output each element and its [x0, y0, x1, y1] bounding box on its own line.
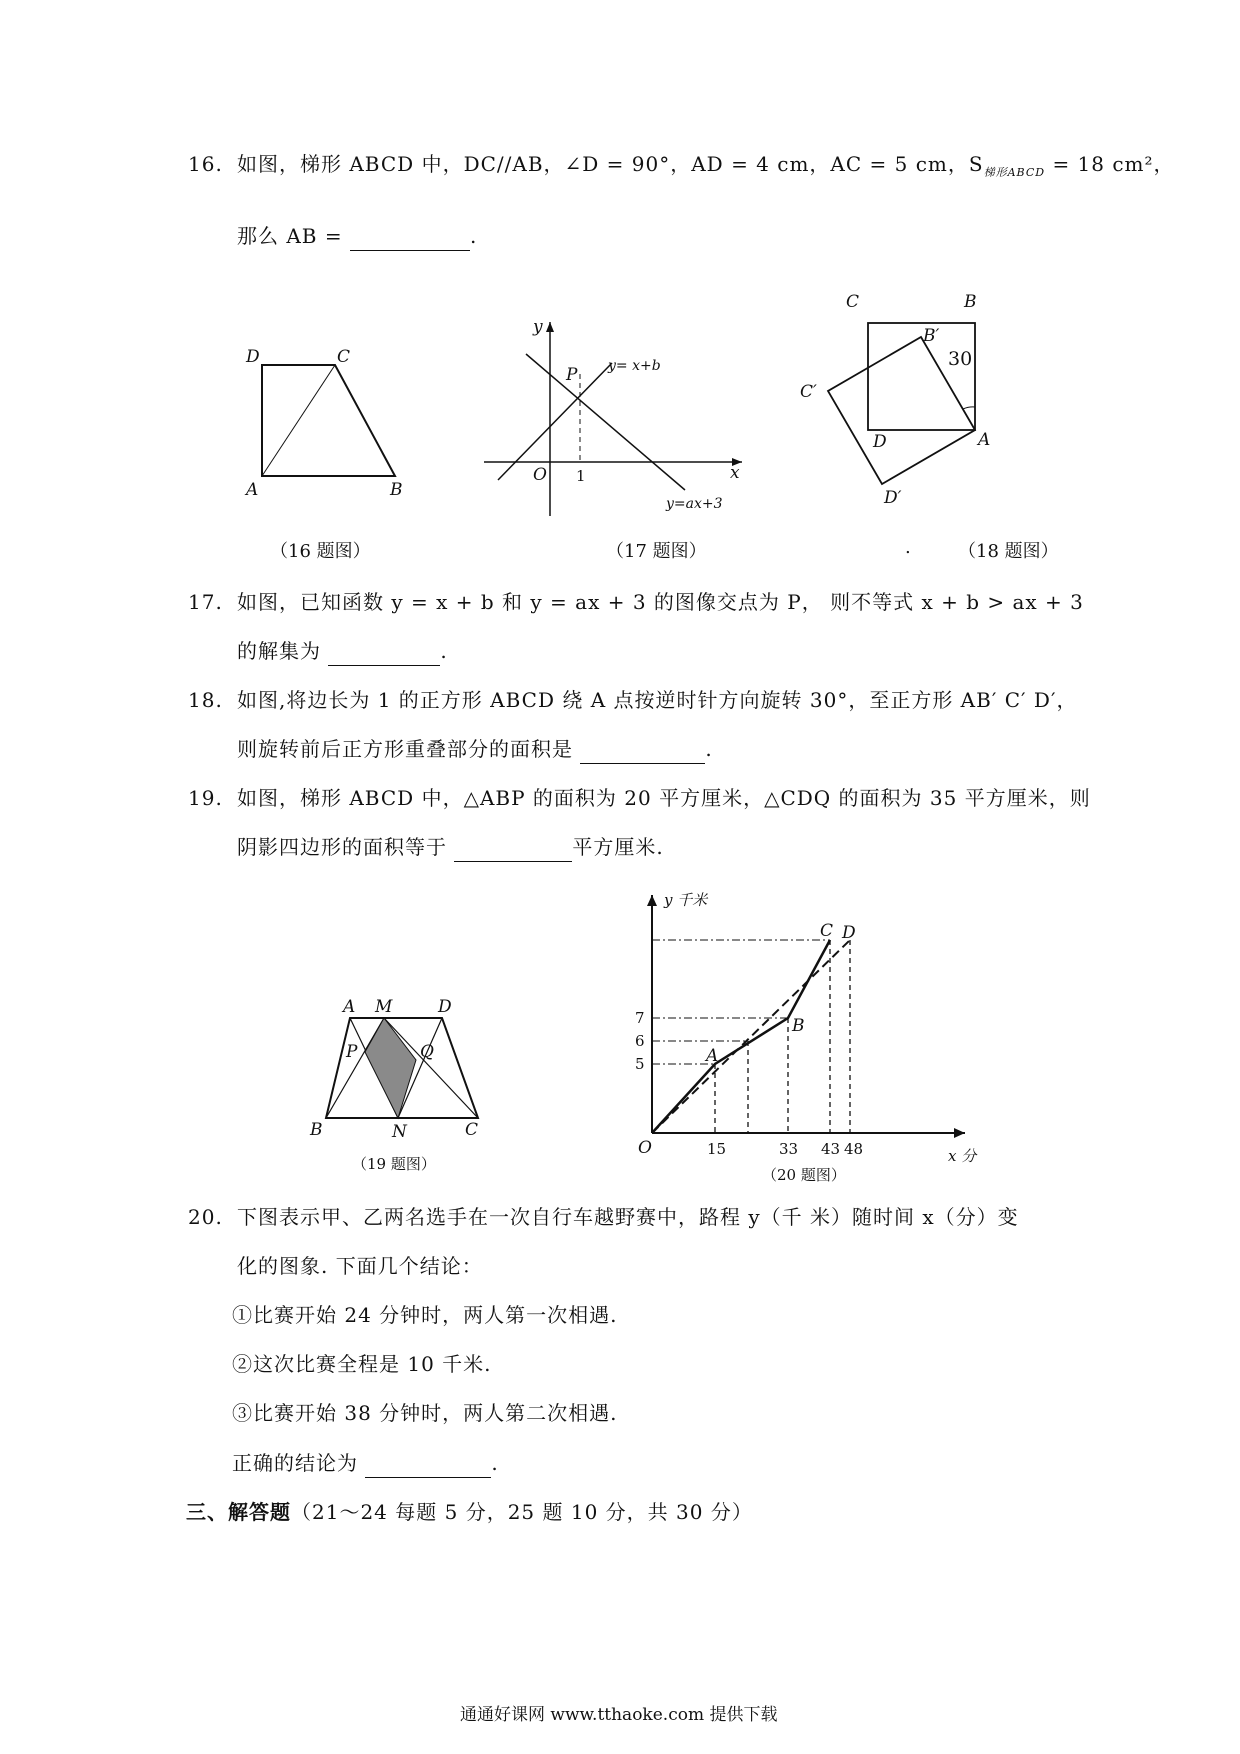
angle-arc: [963, 407, 975, 409]
label-m: M: [375, 997, 393, 1017]
q20-period: .: [491, 1451, 499, 1475]
q19-answer-blank[interactable]: [454, 833, 572, 862]
q18-period: .: [705, 737, 713, 761]
label-line1: y= x+b: [608, 358, 661, 374]
caption-20: （20 题图）: [762, 1166, 846, 1184]
label-x: x: [730, 463, 740, 483]
caption-18-dot: .: [905, 537, 911, 558]
q18-answer-blank[interactable]: [580, 735, 705, 764]
xtick-48: 48: [844, 1140, 864, 1158]
label-y: y: [533, 317, 543, 337]
caption-19: （19 题图）: [352, 1155, 436, 1173]
q16-number: 16.: [188, 152, 223, 176]
label-d-prime: D′: [884, 488, 902, 508]
figure-20: [630, 885, 1000, 1165]
q20-line2: 化的图象. 下面几个结论：: [237, 1254, 483, 1278]
ytick-5: 5: [635, 1055, 645, 1073]
q16-subscript: 梯形ABCD: [983, 166, 1046, 179]
label-c: C: [846, 292, 860, 312]
q17-answer-blank[interactable]: [328, 637, 440, 666]
label-one: 1: [576, 467, 586, 485]
q20-conclusion-3: ③比赛开始 38 分钟时，两人第二次相遇.: [232, 1401, 618, 1425]
label-p: P: [566, 365, 578, 385]
label-b: B: [390, 480, 403, 500]
q16-line2: [237, 222, 477, 251]
label-c: C: [337, 347, 351, 367]
label-angle: 30: [948, 348, 973, 370]
path-jia: [652, 940, 830, 1133]
label-a: A: [978, 430, 991, 450]
q19-text2: 阴影四边形的面积等于: [237, 835, 447, 859]
q20-conclusion-1: ①比赛开始 24 分钟时，两人第一次相遇.: [232, 1303, 618, 1327]
caption-17: （17 题图）: [606, 541, 707, 562]
label-o: O: [533, 465, 547, 485]
label-a: A: [246, 480, 259, 500]
label-q: Q: [420, 1042, 434, 1062]
path-yi: [652, 940, 850, 1133]
label-a: A: [343, 997, 356, 1017]
q20-answer-blank[interactable]: [365, 1449, 491, 1478]
q19-number: 19.: [188, 786, 223, 810]
caption-16: （16 题图）: [270, 541, 371, 562]
label-line2: y=ax+3: [666, 496, 723, 512]
q16-period: .: [469, 224, 478, 248]
label-b-prime: B′: [923, 326, 940, 346]
figure-18: [790, 285, 1005, 510]
caption-18: （18 题图）: [958, 541, 1059, 562]
diagonal-ac: [262, 365, 335, 476]
label-b: B: [964, 292, 977, 312]
q20-number: 20.: [188, 1205, 223, 1229]
y-arrow: [546, 322, 554, 332]
figure-19: [300, 980, 500, 1145]
label-p: P: [346, 1042, 358, 1062]
label-d: D: [873, 432, 887, 452]
q20-answer-line: [232, 1449, 499, 1478]
q18-text2: 则旋转前后正方形重叠部分的面积是: [237, 737, 573, 761]
label-c: C: [465, 1120, 479, 1140]
q16-text: 如图，梯形 ABCD 中，DC//AB，∠D = 90°，AD = 4 cm，AC = 5 cm，S: [237, 152, 984, 176]
q17-line1: 如图，已知函数 y = x + b 和 y = ax + 3 的图像交点为 P， 则不等式 x + b > ax + 3: [237, 590, 1084, 614]
label-y: y 千米: [664, 891, 708, 909]
label-o: O: [638, 1138, 652, 1158]
q18-number: 18.: [188, 688, 223, 712]
q19-line1: 如图，梯形 ABCD 中，△ABP 的面积为 20 平方厘米，△CDQ 的面积为 35 平方厘米，则: [237, 786, 1091, 810]
q19-line2: [237, 833, 664, 862]
q16-line1: [237, 150, 1175, 187]
q20-conclusion-2: ②这次比赛全程是 10 千米.: [232, 1352, 492, 1376]
page-footer: 通通好课网 www.tthaoke.com 提供下载: [460, 1705, 778, 1725]
label-n: N: [392, 1122, 407, 1142]
label-b: B: [310, 1120, 323, 1140]
y-arrow: [647, 895, 657, 906]
q20-answer-text: 正确的结论为: [232, 1451, 358, 1475]
q16-answer-blank[interactable]: [350, 222, 470, 251]
q17-number: 17.: [188, 590, 223, 614]
x-arrow: [954, 1128, 965, 1138]
trapezoid-abcd: [262, 365, 395, 476]
label-d: D: [842, 923, 856, 943]
xtick-15: 15: [707, 1140, 727, 1158]
ytick-7: 7: [635, 1009, 645, 1027]
section-3-title: 三、解答题: [186, 1500, 291, 1524]
q16-text2: 那么 AB =: [237, 224, 343, 248]
q18-line2: [237, 735, 713, 764]
q17-line2: [237, 637, 448, 666]
label-d: D: [438, 997, 452, 1017]
label-c-prime: C′: [800, 382, 817, 402]
xtick-43: 43: [821, 1140, 841, 1158]
label-a: A: [706, 1046, 719, 1066]
figure-16: [240, 340, 420, 510]
section-3-note: （21～24 每题 5 分，25 题 10 分，共 30 分）: [291, 1500, 753, 1524]
shaded-quadrilateral: [365, 1018, 416, 1118]
ytick-6: 6: [635, 1032, 645, 1050]
label-x: x 分: [948, 1147, 977, 1165]
q17-period: .: [440, 639, 448, 663]
figure-17: [480, 318, 750, 518]
label-d: D: [246, 347, 260, 367]
q16-text-end: = 18 cm²，: [1052, 152, 1175, 176]
q18-line1: 如图,将边长为 1 的正方形 ABCD 绕 A 点按逆时针方向旋转 30°，至正方形 AB′ C′ D′，: [237, 688, 1078, 712]
label-b: B: [792, 1016, 805, 1036]
q17-text2: 的解集为: [237, 639, 321, 663]
q19-unit: 平方厘米.: [572, 835, 664, 859]
section-3-heading: [186, 1498, 753, 1526]
xtick-33: 33: [779, 1140, 799, 1158]
q20-line1: 下图表示甲、乙两名选手在一次自行车越野赛中，路程 y（千 米）随时间 x（分）变: [237, 1205, 1019, 1229]
label-c: C: [820, 921, 834, 941]
